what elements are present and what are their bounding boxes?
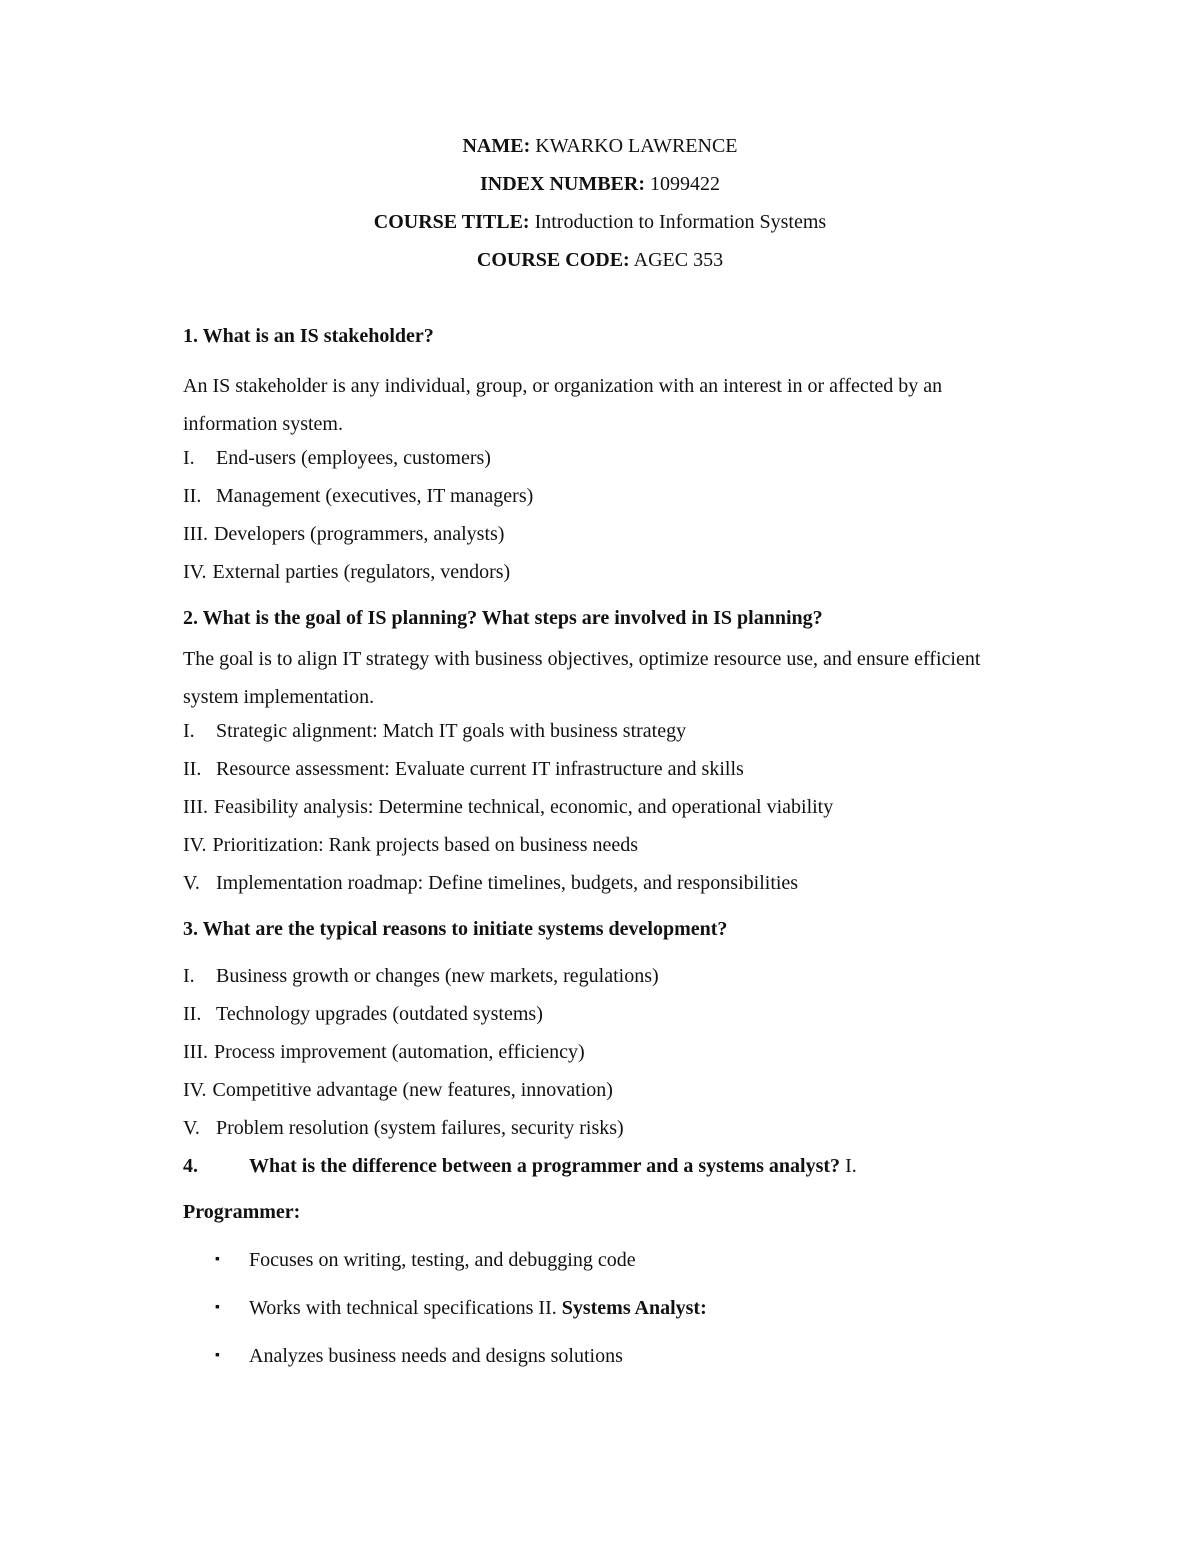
list-number: I.	[183, 720, 195, 742]
list-text: End-users (employees, customers)	[216, 447, 491, 469]
list-text: Business growth or changes (new markets, regulations)	[216, 965, 659, 987]
list-item	[183, 868, 1023, 914]
index-number-value: 1099422	[650, 173, 720, 195]
list-item	[183, 830, 1023, 868]
question-2: 2. What is the goal of IS planning? What steps are involved in IS planning?	[183, 607, 823, 629]
list-item	[183, 1037, 1023, 1075]
course-code-label: COURSE CODE:	[476, 249, 630, 271]
list-item	[183, 1113, 1023, 1151]
bullet-item	[183, 1245, 1023, 1293]
bullet-item	[183, 1341, 1023, 1389]
list-text: Developers (programmers, analysts)	[213, 523, 505, 545]
list-item	[183, 443, 1023, 481]
index-number-label: INDEX NUMBER:	[480, 173, 645, 195]
course-code-line	[0, 245, 1200, 283]
course-title-line	[0, 207, 1200, 245]
bullet-text: Works with technical specifications II.	[249, 1297, 557, 1319]
document-header	[0, 131, 1200, 283]
programmer-heading: Programmer:	[183, 1201, 301, 1223]
question-4-trailing: I.	[845, 1155, 857, 1177]
list-number: V.	[183, 872, 200, 894]
question-4-text: What is the difference between a programmer and a systems analyst?	[249, 1155, 841, 1177]
list-text: Strategic alignment: Match IT goals with business strategy	[216, 720, 687, 742]
list-item	[183, 481, 1023, 519]
list-item	[183, 999, 1023, 1037]
list-item	[183, 754, 1023, 792]
list-text: Process improvement (automation, efficiency)	[213, 1041, 585, 1063]
list-number: III.	[183, 1041, 208, 1063]
list-number: I.	[183, 447, 195, 469]
list-number: IV.	[183, 834, 207, 856]
question-4	[183, 1151, 1023, 1197]
name-value: KWARKO LAWRENCE	[535, 135, 738, 157]
list-number: I.	[183, 965, 195, 987]
bullet-item	[183, 1293, 1023, 1341]
list-text: Problem resolution (system failures, security risks)	[216, 1117, 624, 1139]
list-item	[183, 557, 1023, 603]
list-text: Technology upgrades (outdated systems)	[216, 1003, 543, 1025]
list-number: V.	[183, 1117, 200, 1139]
course-title-label: COURSE TITLE:	[373, 211, 530, 233]
course-title-value: Introduction to Information Systems	[534, 211, 827, 233]
list-item	[183, 961, 1023, 999]
list-number: II.	[183, 485, 202, 507]
list-number: III.	[183, 796, 208, 818]
document-body	[183, 321, 1023, 1389]
list-item	[183, 792, 1023, 830]
list-text: Feasibility analysis: Determine technical, economic, and operational viability	[213, 796, 834, 818]
list-item	[183, 716, 1023, 754]
course-code-value: AGEC 353	[633, 249, 724, 271]
list-number: II.	[183, 1003, 202, 1025]
list-number: IV.	[183, 1079, 207, 1101]
list-text: Prioritization: Rank projects based on business needs	[212, 834, 639, 856]
list-item	[183, 1075, 1023, 1113]
bullet-icon: ▪	[215, 1348, 220, 1363]
list-text: Implementation roadmap: Define timelines, budgets, and responsibilities	[216, 872, 799, 894]
systems-analyst-heading: Systems Analyst:	[561, 1297, 707, 1319]
answer-1: An IS stakeholder is any individual, group, or organization with an interest in or affected by an information system.	[183, 375, 943, 435]
answer-2: The goal is to align IT strategy with business objectives, optimize resource use, and ensure efficient system implementation.	[183, 648, 981, 708]
question-3: 3. What are the typical reasons to initiate systems development?	[183, 918, 728, 940]
list-text: Competitive advantage (new features, innovation)	[212, 1079, 613, 1101]
list-number: IV.	[183, 561, 207, 583]
list-text: External parties (regulators, vendors)	[212, 561, 511, 583]
list-text: Resource assessment: Evaluate current IT infrastructure and skills	[216, 758, 744, 780]
list-item	[183, 519, 1023, 557]
bullet-text: Focuses on writing, testing, and debugging code	[249, 1249, 636, 1271]
list-number: III.	[183, 523, 208, 545]
question-4-number: 4.	[183, 1155, 198, 1177]
bullet-icon: ▪	[215, 1300, 220, 1315]
list-number: II.	[183, 758, 202, 780]
bullet-text-wrap	[249, 1293, 707, 1341]
bullet-icon: ▪	[215, 1252, 220, 1267]
list-text: Management (executives, IT managers)	[216, 485, 534, 507]
question-4-text-wrap	[249, 1151, 857, 1197]
question-1: 1. What is an IS stakeholder?	[183, 325, 434, 347]
index-number-line	[0, 169, 1200, 207]
name-label: NAME:	[462, 135, 531, 157]
name-line	[0, 131, 1200, 169]
bullet-text: Analyzes business needs and designs solutions	[249, 1345, 623, 1367]
